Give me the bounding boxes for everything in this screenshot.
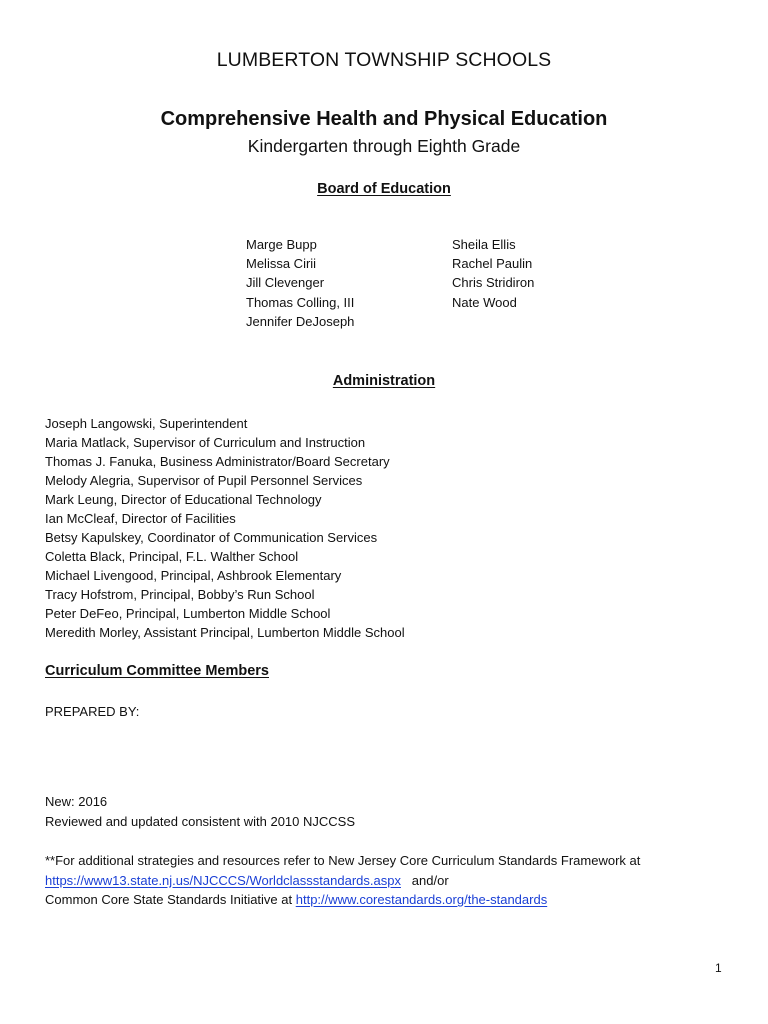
district-title: LUMBERTON TOWNSHIP SCHOOLS: [216, 49, 552, 71]
prepared-by-label: PREPARED BY:: [45, 704, 140, 719]
curriculum-committee-heading: Curriculum Committee Members: [45, 663, 269, 679]
njccss-link[interactable]: https://www13.state.nj.us/NJCCCS/Worldclassstandards.aspx: [45, 872, 401, 888]
page-number: 1: [715, 961, 722, 975]
new-year-note: New: 2016: [45, 794, 108, 809]
reviewed-note: Reviewed and updated consistent with 2010 NJCCSS: [45, 814, 356, 829]
common-core-row: [45, 890, 640, 910]
board-members-right-column: [452, 235, 534, 312]
common-core-link[interactable]: http://www.corestandards.org/the-standards: [295, 892, 548, 907]
common-core-text: Common Core State Standards Initiative at: [45, 892, 296, 907]
administrator: Mark Leung, Director of Educational Technology: [45, 492, 322, 507]
board-member: Jennifer DeJoseph: [246, 313, 355, 329]
njccss-link-row: [45, 871, 640, 891]
administrator: Betsy Kapulskey, Coordinator of Communication Services: [45, 530, 378, 545]
administrator: Maria Matlack, Supervisor of Curriculum and Instruction: [45, 435, 366, 450]
administrator: Tracy Hofstrom, Principal, Bobby’s Run School: [45, 587, 315, 602]
program-title: Comprehensive Health and Physical Education: [160, 108, 608, 130]
board-member: Melissa Cirii: [246, 256, 317, 272]
resources-note: [45, 851, 640, 910]
andor-spacer: [401, 873, 412, 888]
resources-intro: **For additional strategies and resources refer to New Jersey Core Curriculum Standards Framework at: [45, 853, 641, 868]
administrator: Coletta Black, Principal, F.L. Walther School: [45, 549, 299, 564]
administrator: Peter DeFeo, Principal, Lumberton Middle School: [45, 606, 331, 621]
administrator: Ian McCleaf, Director of Facilities: [45, 511, 236, 526]
board-member: Jill Clevenger: [246, 275, 325, 291]
administrator: Meredith Morley, Assistant Principal, Lumberton Middle School: [45, 625, 405, 640]
administrator: Joseph Langowski, Superintendent: [45, 416, 248, 431]
administration-list: [45, 414, 405, 642]
andor-text: and/or: [411, 872, 449, 888]
administrator: Thomas J. Fanuka, Business Administrator/Board Secretary: [45, 454, 390, 469]
administrator: Michael Livengood, Principal, Ashbrook Elementary: [45, 568, 342, 583]
board-member: Sheila Ellis: [452, 237, 516, 252]
board-member: Nate Wood: [452, 294, 517, 310]
board-of-education-heading: Board of Education: [317, 181, 451, 197]
board-members-left-column: [246, 235, 354, 331]
board-member: Thomas Colling, III: [246, 294, 355, 310]
board-member: Marge Bupp: [246, 237, 317, 252]
grade-range-subtitle: Kindergarten through Eighth Grade: [247, 136, 521, 156]
administration-heading: Administration: [332, 373, 436, 389]
board-member: Chris Stridiron: [452, 275, 535, 291]
board-member: Rachel Paulin: [452, 256, 533, 272]
administrator: Melody Alegria, Supervisor of Pupil Personnel Services: [45, 473, 363, 488]
